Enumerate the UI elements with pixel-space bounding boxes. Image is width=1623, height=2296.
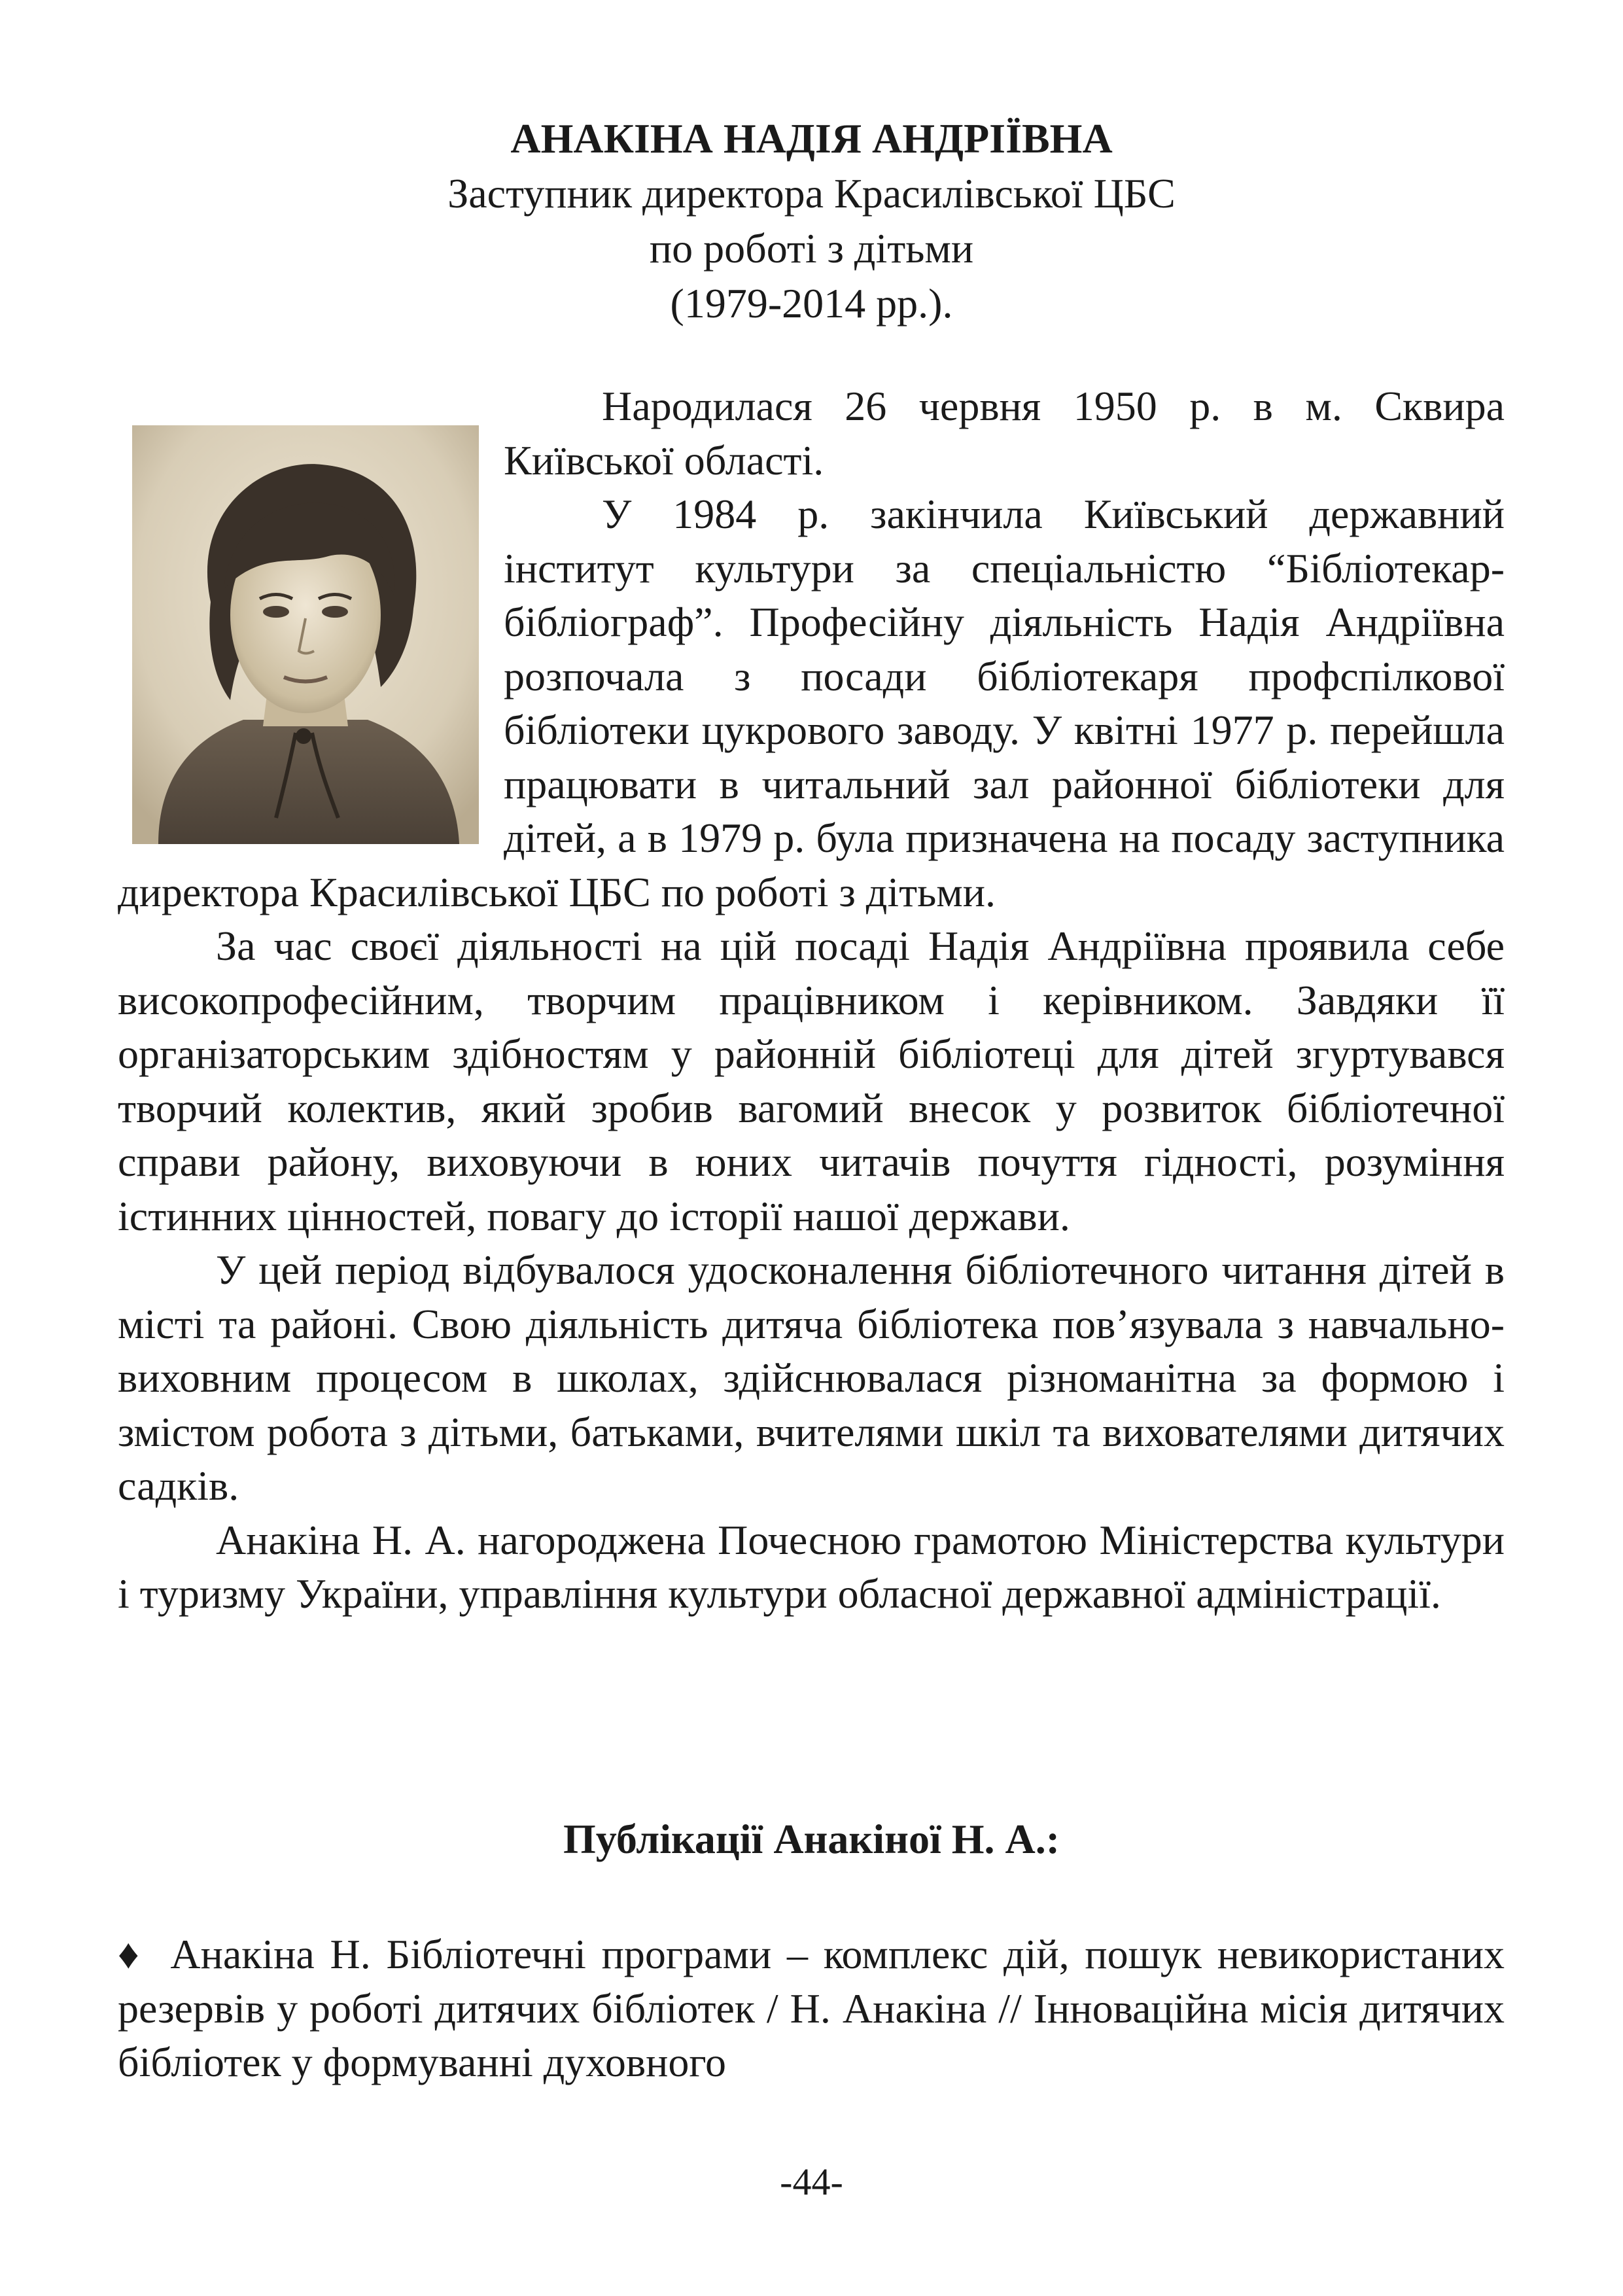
- person-name: АНАКІНА НАДІЯ АНДРІЇВНА: [510, 115, 1113, 162]
- paragraph-birth: Народилася 26 червня 1950 р. в м. Сквира Київської області.: [504, 383, 1505, 484]
- document-header: [0, 111, 1623, 331]
- diamond-bullet-icon: ♦: [118, 1931, 145, 1977]
- paragraph-awards: Анакіна Н. А. нагороджена Почесною грамотою Міністерства культури і туризму України, управління культури обласної державної адміністрації.: [118, 1516, 1505, 1617]
- publications-list: [118, 1928, 1505, 2090]
- paragraph-reading-improvement: У цей період відбувалося удосконалення бібліотечного читання дітей в місті та районі. Свою діяльність дитяча бібліотека пов’язувала з навчально-виховним процесом в школах, здійснювалася різноманітна за формою і змістом робота з дітьми, батьками, вчителями шкіл та вихователями дитячих садків.: [118, 1246, 1505, 1509]
- position-line-2: по роботі з дітьми: [649, 225, 974, 272]
- paragraph-achievements: За час своєї діяльності на цій посаді Надія Андріївна проявила себе високопрофесійним, творчим працівником і керівником. Завдяки її організаторським здібностям у районній бібліотеці для дітей згуртувався творчий колектив, який зробив вагомий внесок у розвиток бібліотечної справи району, виховуючи в юних читачів почуття гідності, розуміння істинних цінностей, повагу до історії нашої держави.: [118, 923, 1505, 1239]
- position-line-1: Заступник директора Красилівської ЦБС: [447, 170, 1176, 217]
- publication-text: Анакіна Н. Бібліотечні програми – комплекс дій, пошук невикористаних резервів у роботі дитячих бібліотек / Н. Анакіна // Інноваційна місія дитячих бібліотек у формуванні духовного: [118, 1931, 1505, 2085]
- paragraph-education-career: У 1984 р. закінчила Київський державний інститут культури за спеціальністю “Бібліотекар-бібліограф”. Професійну діяльність Надія Андріївна розпочала з посади бібліотекаря профспілкової бібліотеки цукрового заводу. У квітні 1977 р. перейшла працювати в читальний зал районної бібліотеки для дітей, а в 1979 р. була призначена на посаду заступника директора Красилівської ЦБС по роботі з дітьми.: [118, 491, 1505, 915]
- biography-text: [118, 380, 1505, 1621]
- portrait-spacer: [118, 380, 504, 851]
- publications-title: Публікації Анакіної Н. А.:: [563, 1816, 1060, 1862]
- publication-item: [118, 1928, 1505, 2090]
- years-of-service: (1979-2014 рр.).: [670, 280, 953, 327]
- page-number: -44-: [780, 2161, 843, 2203]
